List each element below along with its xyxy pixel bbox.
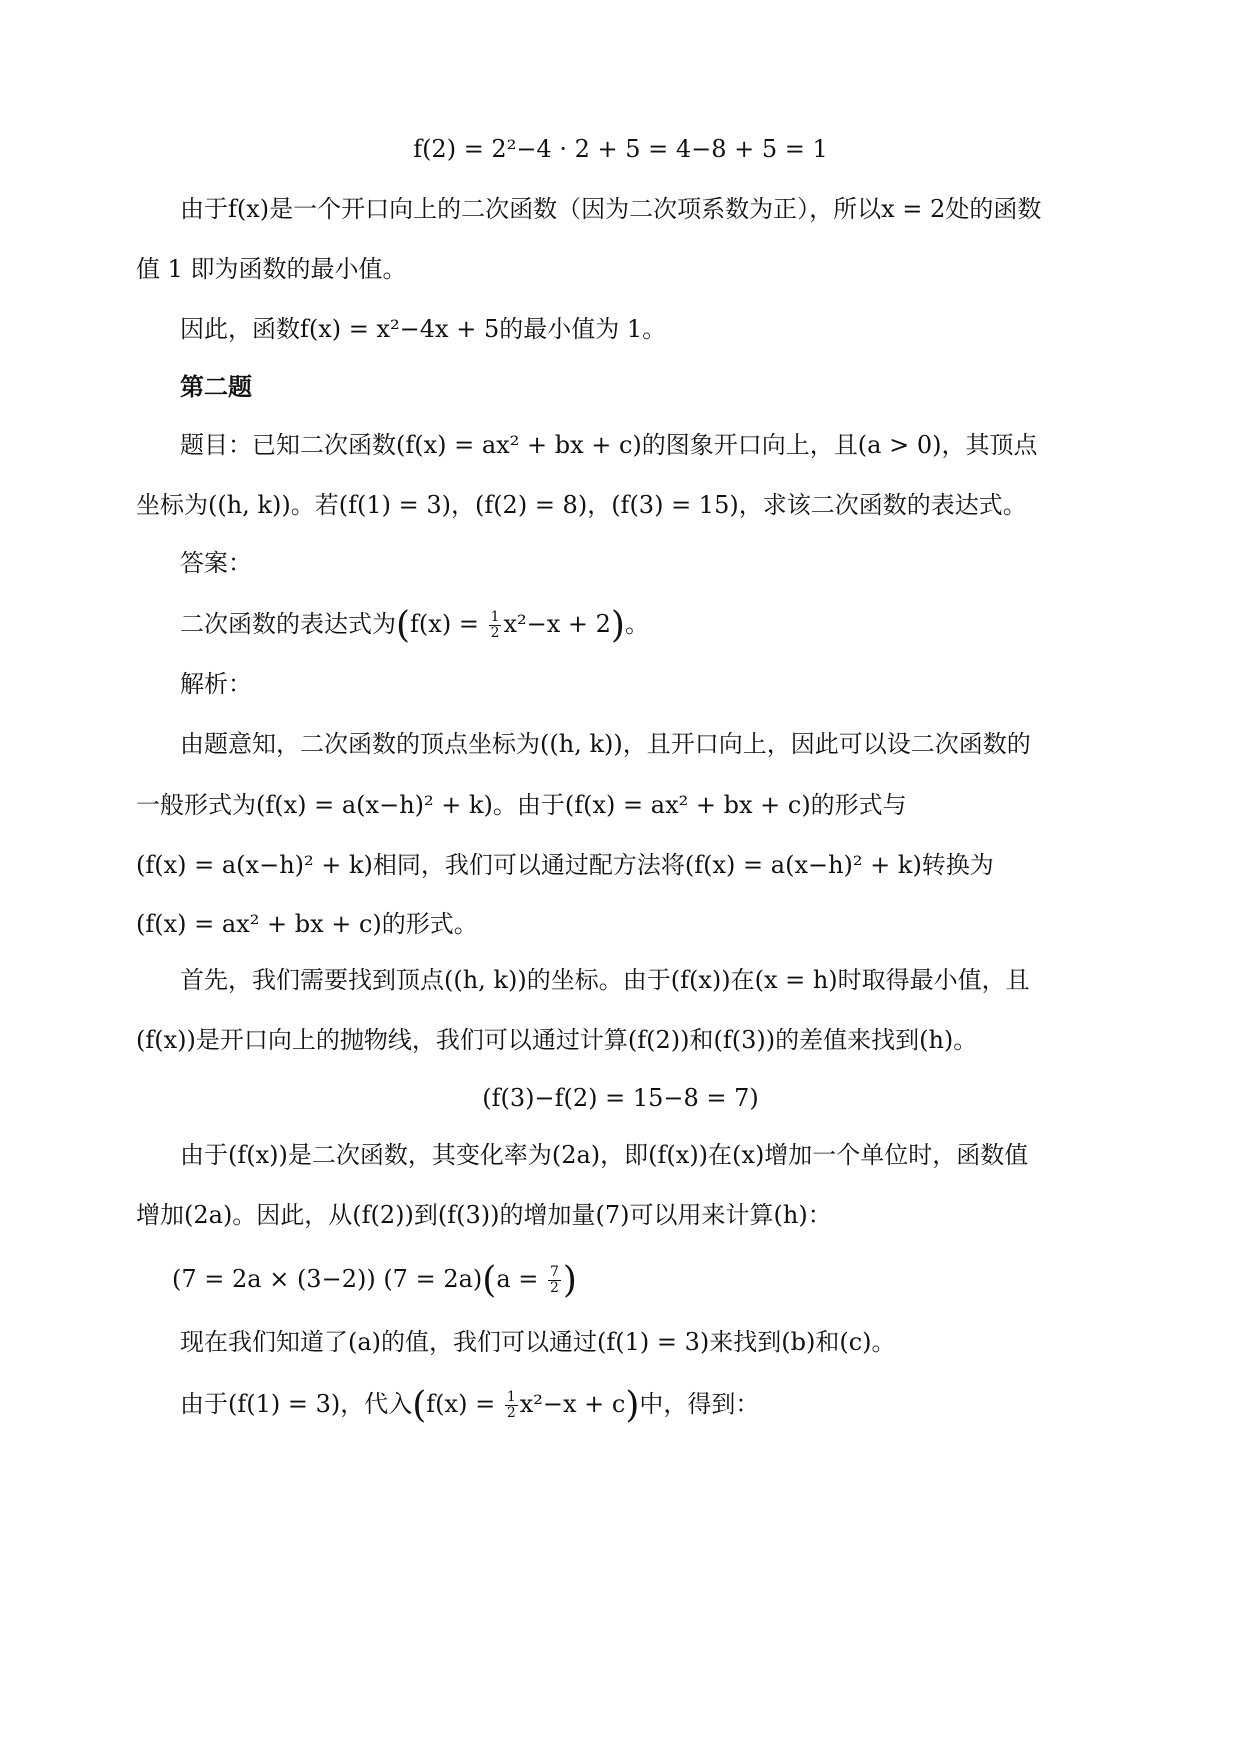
- paragraph-line: 现在我们知道了(a)的值，我们可以通过(f(1) = 3)来找到(b)和(c)。: [180, 1328, 896, 1356]
- problem-statement-line: 坐标为((h, k))。若(f(1) = 3)，(f(2) = 8)，(f(3) = 15)，求该二次函数的表达式。: [136, 491, 1027, 519]
- fraction-numerator: 7: [550, 1264, 559, 1280]
- fraction-one-half: [489, 610, 502, 641]
- answer-rest: x²−x + 2: [503, 610, 611, 638]
- answer-prefix: 二次函数的表达式为: [180, 610, 396, 638]
- equation-solve-a: [172, 1260, 577, 1301]
- right-paren: ): [562, 1260, 577, 1301]
- answer-label: 答案：: [180, 549, 252, 577]
- answer-end: 。: [624, 610, 649, 638]
- paragraph-line: (f(x))是开口向上的抛物线，我们可以通过计算(f(2))和(f(3))的差值来找到(h)。: [136, 1026, 978, 1054]
- equation-difference: (f(3)−f(2) = 15−8 = 7): [482, 1084, 759, 1112]
- equation-part: (7 = 2a × (3−2)) (7 = 2a): [172, 1265, 483, 1293]
- paragraph-line: (f(x) = ax² + bx + c)的形式。: [136, 910, 478, 938]
- paragraph-line: 首先，我们需要找到顶点((h, k))的坐标。由于(f(x))在(x = h)时取得最小值，且: [180, 966, 1030, 994]
- paragraph-line: 由题意知，二次函数的顶点坐标为((h, k))，且开口向上，因此可以设二次函数的: [180, 730, 1031, 758]
- paragraph-line-substitution: [180, 1385, 760, 1426]
- fraction-denominator: 2: [550, 1280, 559, 1296]
- paragraph-line: 一般形式为(f(x) = a(x−h)² + k)。由于(f(x) = ax² + bx + c)的形式与: [136, 791, 907, 819]
- left-paren: (: [396, 605, 411, 646]
- problem-statement-line: 题目：已知二次函数(f(x) = ax² + bx + c)的图象开口向上，且(a > 0)，其顶点: [180, 431, 1038, 459]
- substitution-rest: x²−x + c: [519, 1390, 626, 1418]
- fraction-seven-half: [548, 1265, 561, 1296]
- paragraph-line: 因此，函数f(x) = x²−4x + 5的最小值为 1。: [180, 315, 667, 343]
- paragraph-line: 由于f(x)是一个开口向上的二次函数（因为二次项系数为正），所以x = 2处的函数: [180, 195, 1042, 223]
- fraction-denominator: 2: [506, 1405, 516, 1421]
- substitution-prefix: 由于(f(1) = 3)，代入: [180, 1390, 413, 1418]
- fraction-denominator: 2: [490, 625, 500, 641]
- section-heading: 第二题: [180, 372, 252, 401]
- paragraph-line: (f(x) = a(x−h)² + k)相同，我们可以通过配方法将(f(x) = a(x−h)² + k)转换为: [136, 851, 994, 879]
- equation-f2: f(2) = 2²−4 · 2 + 5 = 4−8 + 5 = 1: [413, 135, 828, 163]
- substitution-fx: f(x) =: [426, 1390, 503, 1418]
- left-paren: (: [412, 1385, 427, 1426]
- paragraph-line: 由于(f(x))是二次函数，其变化率为(2a)，即(f(x))在(x)增加一个单位时，函数值: [180, 1141, 1029, 1169]
- fraction-one-half: [505, 1390, 518, 1421]
- right-paren: ): [625, 1385, 640, 1426]
- fraction-numerator: 1: [490, 609, 500, 625]
- left-paren: (: [482, 1260, 497, 1301]
- equation-a: a =: [496, 1265, 546, 1293]
- answer-fx: f(x) =: [410, 610, 487, 638]
- fraction-numerator: 1: [506, 1389, 516, 1405]
- paragraph-line: 增加(2a)。因此，从(f(2))到(f(3))的增加量(7)可以用来计算(h)：: [136, 1201, 832, 1229]
- analysis-label: 解析：: [180, 670, 252, 698]
- substitution-end: 中，得到：: [639, 1390, 760, 1418]
- paragraph-line: 值 1 即为函数的最小值。: [136, 255, 407, 283]
- right-paren: ): [610, 605, 625, 646]
- answer-expression: [180, 605, 649, 646]
